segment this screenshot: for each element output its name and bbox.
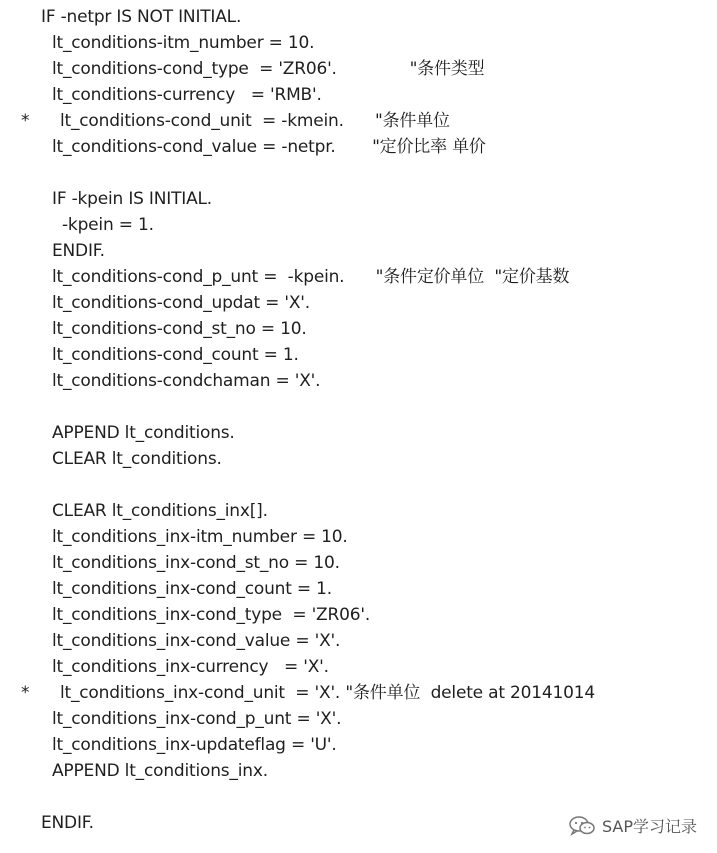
- code-line: [0, 732, 717, 758]
- code-text: lt_conditions_inx-cond_unit = 'X'. "条件单位 delete at 20141014: [60, 683, 595, 703]
- code-line: [0, 30, 717, 56]
- code-text: lt_conditions_inx-currency = 'X'.: [52, 657, 329, 677]
- code-line: [0, 342, 717, 368]
- code-text: lt_conditions_inx-updateflag = 'U'.: [52, 735, 337, 755]
- watermark-label: SAP学习记录: [601, 817, 697, 836]
- code-text: IF -kpein IS INITIAL.: [52, 189, 212, 209]
- code-line: [0, 4, 717, 30]
- code-line: [0, 186, 717, 212]
- code-line: [0, 446, 717, 472]
- code-text: lt_conditions-cond_value = -netpr. "定价比率 单价: [52, 137, 486, 157]
- code-line: [0, 472, 717, 498]
- comment-marker: *: [21, 683, 30, 703]
- code-text: lt_conditions_inx-cond_p_unt = 'X'.: [52, 709, 342, 729]
- code-text: lt_conditions-condchaman = 'X'.: [52, 371, 321, 391]
- code-line: [0, 238, 717, 264]
- code-line: [0, 82, 717, 108]
- code-line: [0, 108, 717, 134]
- code-text: ENDIF.: [41, 813, 94, 833]
- code-text: CLEAR lt_conditions.: [52, 449, 222, 469]
- code-text: APPEND lt_conditions.: [52, 423, 235, 443]
- code-text: lt_conditions-cond_updat = 'X'.: [52, 293, 310, 313]
- code-line: [0, 290, 717, 316]
- code-line: [0, 602, 717, 628]
- code-line: [0, 212, 717, 238]
- code-line: [0, 628, 717, 654]
- code-line: [0, 524, 717, 550]
- code-text: lt_conditions_inx-cond_st_no = 10.: [52, 553, 340, 573]
- code-text: lt_conditions_inx-cond_value = 'X'.: [52, 631, 341, 651]
- code-line: [0, 56, 717, 82]
- code-line: [0, 498, 717, 524]
- code-line: [0, 394, 717, 420]
- code-text: CLEAR lt_conditions_inx[].: [52, 501, 268, 521]
- code-text: lt_conditions_inx-cond_count = 1.: [52, 579, 332, 599]
- code-line: [0, 654, 717, 680]
- code-text: IF -netpr IS NOT INITIAL.: [41, 7, 242, 27]
- code-line: [0, 550, 717, 576]
- code-line: [0, 264, 717, 290]
- wechat-icon: [568, 815, 596, 837]
- code-text: lt_conditions-itm_number = 10.: [52, 33, 315, 53]
- code-text: lt_conditions-cond_st_no = 10.: [52, 319, 307, 339]
- code-block: [0, 4, 717, 836]
- code-line: [0, 368, 717, 394]
- watermark: [568, 814, 697, 837]
- code-text: lt_conditions-cond_count = 1.: [52, 345, 299, 365]
- code-line: [0, 316, 717, 342]
- comment-marker: *: [21, 111, 30, 131]
- code-line: [0, 160, 717, 186]
- code-line: [0, 420, 717, 446]
- code-text: lt_conditions-currency = 'RMB'.: [52, 85, 322, 105]
- code-line: [0, 134, 717, 160]
- code-line: [0, 706, 717, 732]
- code-text: -kpein = 1.: [62, 215, 154, 235]
- code-text: lt_conditions-cond_type = 'ZR06'. "条件类型: [52, 59, 485, 79]
- code-text: lt_conditions-cond_unit = -kmein. "条件单位: [60, 111, 450, 131]
- code-line: [0, 576, 717, 602]
- code-text: lt_conditions_inx-cond_type = 'ZR06'.: [52, 605, 371, 625]
- code-text: ENDIF.: [52, 241, 105, 261]
- code-line: [0, 680, 717, 706]
- code-line: [0, 784, 717, 810]
- code-line: [0, 758, 717, 784]
- code-text: APPEND lt_conditions_inx.: [52, 761, 268, 781]
- code-text: lt_conditions-cond_p_unt = -kpein. "条件定价单位 "定价基数: [52, 267, 570, 287]
- code-text: lt_conditions_inx-itm_number = 10.: [52, 527, 348, 547]
